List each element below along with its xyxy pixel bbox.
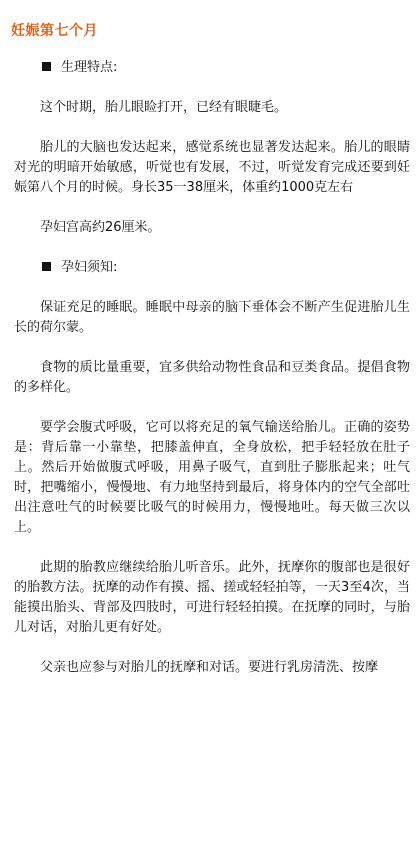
section-heading-label: 生理特点:: [61, 60, 118, 75]
paragraph: 食物的质比量重要，宜多供给动物性食品和豆类食品。提倡食物的多样化。: [14, 360, 410, 395]
paragraph: 胎儿的大脑也发达起来，感觉系统也显著发达起来。胎儿的眼睛对光的明暗开始敏感，听觉也有发展，不过，听觉发育完成还要到妊娠第八个月的时候。身长35一38厘米，体重约1000克左右: [14, 140, 410, 195]
paragraph: 此期的胎教应继续给胎儿听音乐。此外，抚摩你的腹部也是很好的胎教方法。抚摩的动作有摸、摇、搓或轻轻拍等，一天3至4次，当能摸出胎头、背部及四肢时，可进行轻轻拍摸。在抚摩的同时，与胎儿对话，对胎儿更有好处。: [14, 560, 410, 635]
paragraph: 保证充足的睡眠。睡眠中母亲的脑下垂体会不断产生促进胎儿生长的荷尔蒙。: [14, 300, 410, 335]
paragraph: 父亲也应参与对胎儿的抚摩和对话。要进行乳房清洗、按摩: [40, 660, 379, 675]
square-bullet-icon: [42, 262, 51, 271]
section-heading-tips: [14, 258, 410, 278]
section-heading-physiology: [14, 58, 410, 78]
section-heading-label: 孕妇须知:: [61, 260, 118, 275]
paragraph: 要学会腹式呼吸，它可以将充足的氧气输送给胎儿。正确的姿势是：背后靠一小靠垫，把膝盖伸直，全身放松，把手轻轻放在肚子上。然后开始做腹式呼吸，用鼻子吸气，直到肚子膨胀起来；吐气时，把嘴缩小，慢慢地、有力地坚持到最后，将身体内的空气全部吐出注意吐气的时候要比吸气的时候用力，慢慢地吐。每天做三次以上。: [14, 420, 410, 535]
page-title: 妊娠第七个月: [11, 23, 98, 39]
paragraph: 孕妇宫高约26厘米。: [40, 220, 161, 235]
paragraph: 这个时期，胎儿眼睑打开，已经有眼睫毛。: [40, 100, 288, 115]
square-bullet-icon: [42, 62, 51, 71]
article-body: [14, 58, 410, 675]
